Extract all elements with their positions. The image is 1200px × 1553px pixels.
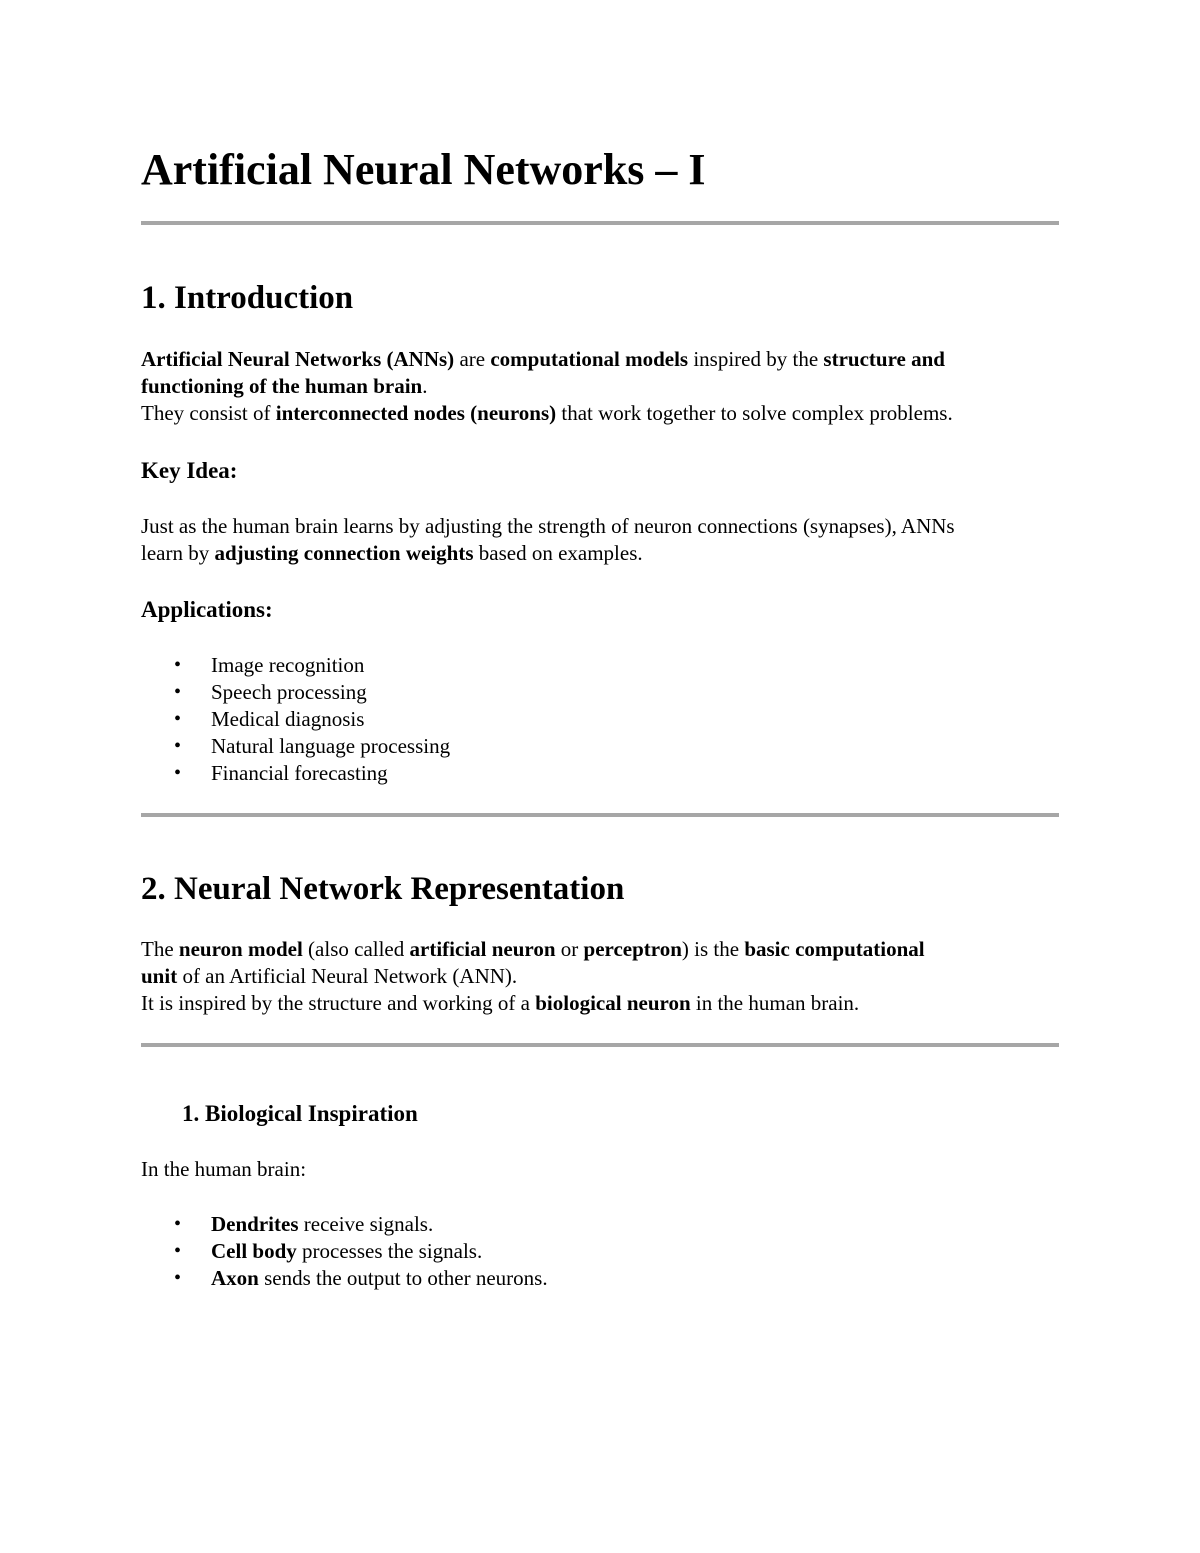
bullet-icon: • (174, 1213, 182, 1235)
bold-term: unit (141, 964, 178, 988)
text-span: that work together to solve complex problems. (556, 401, 953, 425)
list-item (141, 733, 450, 760)
text-span: based on examples. (473, 541, 643, 565)
intro-paragraph (141, 346, 1059, 427)
list-item (141, 679, 450, 706)
text-span: learn by (141, 541, 215, 565)
applications-list (141, 652, 450, 787)
bullet-icon: • (174, 762, 182, 784)
representation-paragraph (141, 936, 1059, 1017)
bold-term: basic computational (744, 937, 925, 961)
text-span: ) is the (681, 937, 745, 961)
bold-term: Cell body (211, 1239, 297, 1263)
list-item (141, 706, 450, 733)
biological-intro-text (141, 1156, 1059, 1183)
document-title: Artificial Neural Networks – I (141, 145, 706, 194)
section-heading-introduction: 1. Introduction (141, 280, 354, 316)
bullet-icon: • (174, 654, 182, 676)
list-item-text: receive signals. (298, 1212, 434, 1236)
list-item-text: sends the output to other neurons. (258, 1266, 548, 1290)
bold-term: structure and (823, 347, 945, 371)
list-item-text: Image recognition (211, 653, 365, 677)
list-item (141, 1238, 548, 1265)
bold-term: artificial neuron (409, 937, 556, 961)
bold-term: perceptron (583, 937, 682, 961)
horizontal-rule (141, 813, 1059, 817)
bullet-icon: • (174, 735, 182, 757)
bullet-icon: • (174, 1267, 182, 1289)
text-span: are (454, 347, 491, 371)
list-item (141, 652, 450, 679)
text-span: or (555, 937, 584, 961)
bold-term: biological neuron (535, 991, 691, 1015)
bullet-icon: • (174, 708, 182, 730)
key-idea-line-2 (141, 540, 1059, 567)
bold-term: neuron model (178, 937, 303, 961)
list-item (141, 760, 450, 787)
intro-paragraph-line-2 (141, 373, 1059, 400)
list-item (141, 1265, 548, 1292)
text-span: They consist of (141, 401, 276, 425)
key-idea-heading: Key Idea: (141, 458, 238, 483)
list-item-text: Speech processing (211, 680, 367, 704)
text-span: It is inspired by the structure and working of a (141, 991, 536, 1015)
list-item-text: Financial forecasting (211, 761, 388, 785)
horizontal-rule (141, 1043, 1059, 1047)
text-span: (also called (302, 937, 410, 961)
biological-list (141, 1211, 548, 1292)
section-heading-representation: 2. Neural Network Representation (141, 871, 625, 907)
list-item-text: processes the signals. (296, 1239, 483, 1263)
representation-line-3 (141, 990, 1059, 1017)
intro-paragraph-line-1 (141, 346, 1059, 373)
bold-term: functioning of the human brain (141, 374, 423, 398)
intro-paragraph-line-3 (141, 400, 1059, 427)
biological-intro-line: In the human brain: (141, 1157, 307, 1181)
applications-heading: Applications: (141, 597, 273, 622)
text-span: The (141, 937, 179, 961)
bold-term: adjusting connection weights (214, 541, 474, 565)
key-idea-paragraph (141, 513, 1059, 567)
list-item-text: Medical diagnosis (211, 707, 365, 731)
subsection-heading-biological-inspiration: 1. Biological Inspiration (182, 1101, 418, 1126)
key-idea-line-1: Just as the human brain learns by adjusting the strength of neuron connections (synapses), ANNs (141, 514, 955, 538)
text-span: . (422, 374, 428, 398)
text-span: of an Artificial Neural Network (ANN). (177, 964, 518, 988)
list-item (141, 1211, 548, 1238)
bullet-icon: • (174, 1240, 182, 1262)
representation-line-2 (141, 963, 1059, 990)
list-item-text: Natural language processing (211, 734, 451, 758)
bold-term: Dendrites (211, 1212, 299, 1236)
bullet-icon: • (174, 681, 182, 703)
horizontal-rule (141, 221, 1059, 225)
bold-term: computational models (490, 347, 689, 371)
text-span: in the human brain. (690, 991, 860, 1015)
bold-term: Artificial Neural Networks (ANNs) (141, 347, 455, 371)
text-span: inspired by the (688, 347, 824, 371)
representation-line-1 (141, 936, 1059, 963)
bold-term: Axon (211, 1266, 259, 1290)
bold-term: interconnected nodes (neurons) (275, 401, 557, 425)
